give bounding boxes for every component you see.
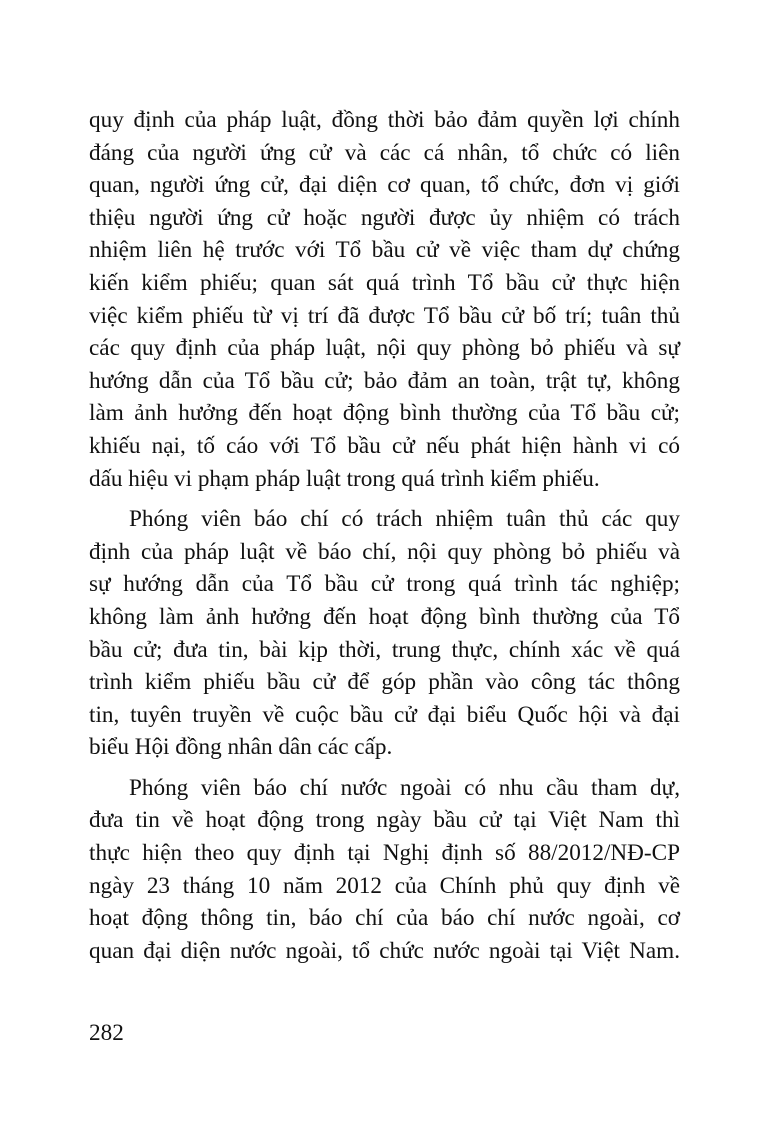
paragraph-3 [89, 772, 680, 968]
text-line: làm ảnh hưởng đến hoạt động bình thường của Tổ bầu cử; [89, 400, 680, 427]
text-line: trình kiểm phiếu bầu cử để góp phần vào công tác thông [89, 669, 680, 696]
text-line: quy định của pháp luật, đồng thời bảo đảm quyền lợi chính [89, 107, 680, 133]
text-line: quan đại diện nước ngoài, tổ chức nước ngoài tại Việt Nam. [89, 937, 680, 964]
text-line: khiếu nại, tố cáo với Tổ bầu cử nếu phát hiện hành vi có [89, 432, 680, 459]
text-line: nhiệm liên hệ trước với Tổ bầu cử về việc tham dự chứng [89, 237, 680, 264]
text-line: các quy định của pháp luật, nội quy phòng bỏ phiếu và sự [89, 335, 680, 362]
text-line: quan, người ứng cử, đại diện cơ quan, tổ chức, đơn vị giới [89, 172, 680, 199]
text-line: tin, tuyên truyền về cuộc bầu cử đại biểu Quốc hội và đại [89, 701, 680, 728]
page-number: 282 [89, 1020, 124, 1046]
text-line: đáng của người ứng cử và các cá nhân, tổ chức có liên [89, 139, 680, 166]
text-line: hướng dẫn của Tổ bầu cử; bảo đảm an toàn, trật tự, không [89, 367, 680, 394]
text-line: hoạt động thông tin, báo chí của báo chí nước ngoài, cơ [89, 905, 680, 932]
page-body [89, 104, 680, 975]
text-line: biểu Hội đồng nhân dân các cấp. [89, 734, 393, 761]
text-line: đưa tin về hoạt động trong ngày bầu cử tại Việt Nam thì [89, 807, 680, 834]
text-line: Phóng viên báo chí nước ngoài có nhu cầu tham dự, [129, 774, 680, 801]
text-line: ngày 23 tháng 10 năm 2012 của Chính phủ quy định về [89, 872, 680, 899]
text-line: sự hướng dẫn của Tổ bầu cử trong quá trình tác nghiệp; [89, 571, 680, 598]
paragraph-1 [89, 104, 680, 495]
text-line: thiệu người ứng cử hoặc người được ủy nhiệm có trách [89, 204, 680, 231]
text-line: dấu hiệu vi phạm pháp luật trong quá trình kiểm phiếu. [89, 465, 600, 492]
text-line: không làm ảnh hưởng đến hoạt động bình thường của Tổ [89, 603, 680, 630]
text-line: thực hiện theo quy định tại Nghị định số 88/2012/NĐ-CP [89, 840, 680, 867]
text-line: việc kiểm phiếu từ vị trí đã được Tổ bầu cử bố trí; tuân thủ [89, 302, 680, 329]
text-line: định của pháp luật về báo chí, nội quy phòng bỏ phiếu và [89, 538, 680, 565]
text-line: kiến kiểm phiếu; quan sát quá trình Tổ bầu cử thực hiện [89, 269, 680, 296]
text-line: Phóng viên báo chí có trách nhiệm tuân thủ các quy [129, 506, 680, 533]
text-line: bầu cử; đưa tin, bài kịp thời, trung thực, chính xác về quá [89, 636, 680, 663]
paragraph-2 [89, 503, 680, 764]
